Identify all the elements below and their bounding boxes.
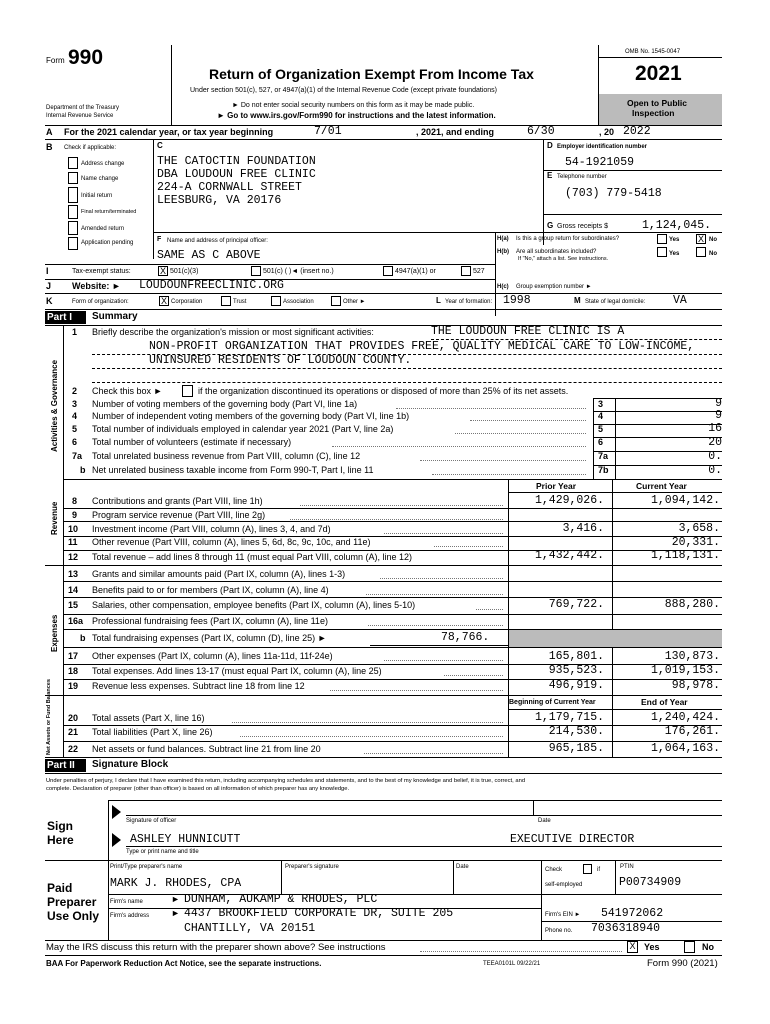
if-caption: if <box>597 867 600 873</box>
line-7b-text: Net unrelated business taxable income from Form 990-T, Part I, line 11 <box>92 465 374 475</box>
line-a-comma: , 20 <box>599 127 615 137</box>
box-d-label: D <box>547 141 553 150</box>
firm-address-caption: Firm's address <box>110 913 150 919</box>
part-1-title: Summary <box>92 311 138 322</box>
ssn-note: ► Do not enter social security numbers on this form as it may be made public. <box>232 102 475 109</box>
line-3-value[interactable]: 9 <box>715 397 722 410</box>
preparer-name[interactable]: MARK J. RHODES, CPA <box>110 877 242 890</box>
line-2-text2: if the organization discontinued its operations or disposed of more than 25% of its net assets. <box>198 386 569 396</box>
perjury-2: complete. Declaration of preparer (other than officer) is based on all information of which preparer has any knowledge. <box>46 786 350 792</box>
line-10-num: 10 <box>68 524 79 534</box>
line-17-num: 17 <box>68 651 79 661</box>
formation-year[interactable]: 1998 <box>503 294 531 307</box>
line-10-prior[interactable]: 3,416. <box>562 522 604 535</box>
footer-baa: BAA For Paperwork Reduction Act Notice, see the separate instructions. <box>46 959 322 968</box>
line-2-text1: Check this box ► <box>92 386 163 396</box>
line-7b-num: b <box>80 465 86 475</box>
other-label: Other ► <box>343 299 366 305</box>
domicile-value[interactable]: VA <box>673 294 687 307</box>
name-change-checkbox[interactable] <box>68 172 78 184</box>
gross-receipts-title: Gross receipts $ <box>557 223 608 230</box>
line-19-current[interactable]: 98,978. <box>671 679 720 692</box>
boy-header: Beginning of Current Year <box>509 699 596 706</box>
officer-name[interactable]: ASHLEY HUNNICUTT <box>130 833 241 846</box>
line-12-text: Total revenue – add lines 8 through 11 (must equal Part VIII, column (A), line 12) <box>92 552 413 562</box>
discuss-text: May the IRS discuss this return with the preparer shown above? See instructions <box>46 942 386 953</box>
firm-name-caption: Firm's name <box>110 899 143 905</box>
part-2-title: Signature Block <box>92 759 169 770</box>
activities-side-label: Activities & Governance <box>50 359 59 452</box>
tax-year-end-year[interactable]: 2022 <box>623 125 651 138</box>
line-7a-box: 7a <box>598 451 609 461</box>
application-pending-checkbox[interactable] <box>68 237 78 250</box>
hb-label: H(b) <box>497 249 509 255</box>
hb-note: If "No," attach a list. See instructions. <box>518 256 609 262</box>
line-11-text: Other revenue (Part VIII, column (A), lines 5, 6d, 8c, 9c, 10c, and 11e) <box>92 537 371 547</box>
line-16b-text: Total fundraising expenses (Part IX, column (D), line 25) ► <box>92 633 327 643</box>
line-20-num: 20 <box>68 713 79 723</box>
firm-name-arrow-icon: ► <box>171 894 180 904</box>
line-7a-value[interactable]: 0. <box>708 450 722 463</box>
officer-signature-caption: Signature of officer <box>126 818 177 824</box>
revenue-side-label: Revenue <box>50 501 59 535</box>
preparer-sig-caption: Preparer's signature <box>285 864 339 870</box>
self-employed-caption: self-employed <box>545 882 583 888</box>
501c-checkbox[interactable] <box>251 266 261 276</box>
line-14-num: 14 <box>68 585 79 595</box>
line-j-label: J <box>46 281 52 291</box>
corporation-checkbox[interactable]: X <box>160 296 167 306</box>
trust-label: Trust <box>233 299 247 305</box>
eoy-header: End of Year <box>641 697 688 707</box>
box-b-title: Check if applicable: <box>64 145 117 151</box>
tax-exempt-title: Tax-exempt status: <box>72 268 131 275</box>
line-22-text: Net assets or fund balances. Subtract line 21 from line 20 <box>92 744 321 754</box>
hb-yes: Yes <box>669 251 680 257</box>
discuss-yes-checkbox[interactable]: X <box>627 941 638 953</box>
net-assets-side-label: Net Assets or Fund Balances <box>46 679 52 755</box>
box-b-label: B <box>46 142 53 152</box>
line-9-num: 9 <box>72 510 78 520</box>
hb-text: Are all subordinates included? <box>516 249 597 255</box>
box-f-label: F <box>157 236 162 243</box>
ein-value[interactable]: 54-1921059 <box>565 156 635 169</box>
website-title: Website: ► <box>72 281 121 291</box>
phone-title: Telephone number <box>557 174 607 180</box>
b-item-3: Initial return <box>81 193 113 199</box>
discuss-no-checkbox[interactable] <box>684 941 695 953</box>
line-l-label: L <box>436 296 441 305</box>
amended-return-checkbox[interactable] <box>68 221 78 235</box>
line-14-text: Benefits paid to or for members (Part IX, column (A), line 4) <box>92 585 329 595</box>
firm-address-arrow-icon: ► <box>171 908 180 918</box>
line-3-box: 3 <box>598 399 604 409</box>
firm-address-2[interactable]: CHANTILLY, VA 20151 <box>184 922 316 935</box>
open-public-1: Open to Public <box>627 98 687 108</box>
line-7a-text: Total unrelated business revenue from Part VIII, column (C), line 12 <box>92 451 361 461</box>
line-k-label: K <box>46 296 53 306</box>
line-17-text: Other expenses (Part IX, column (A), lines 11a-11d, 11f-24e) <box>92 651 333 661</box>
line-16b-value[interactable]: 78,766. <box>441 631 490 644</box>
line-15-num: 15 <box>68 600 79 610</box>
ha-no: No <box>709 237 717 243</box>
ptin-value[interactable]: P00734909 <box>619 876 682 889</box>
line-18-current[interactable]: 1,019,153. <box>650 664 720 677</box>
line-18-num: 18 <box>68 666 79 676</box>
website-value[interactable]: LOUDOUNFREECLINIC.ORG <box>139 279 284 292</box>
prior-year-header: Prior Year <box>536 481 577 491</box>
ha-yes-checkbox[interactable] <box>657 234 667 244</box>
line-20-boy[interactable]: 1,179,715. <box>534 711 604 724</box>
ha-yes: Yes <box>669 237 680 243</box>
ptin-caption: PTIN <box>620 864 634 870</box>
b-item-6: Application pending <box>81 240 134 246</box>
self-employed-checkbox[interactable] <box>583 864 592 874</box>
form-word: Form <box>46 56 65 65</box>
line-22-boy[interactable]: 965,185. <box>548 742 604 755</box>
line-20-eoy[interactable]: 1,240,424. <box>650 711 720 724</box>
line-19-num: 19 <box>68 681 79 691</box>
omb-number: OMB No. 1545-0047 <box>625 49 681 55</box>
hb-no-checkbox[interactable] <box>696 247 706 257</box>
sign-date-caption: Date <box>538 818 551 824</box>
line-8-prior[interactable]: 1,429,026. <box>534 494 604 507</box>
ein-title: Employer identification number <box>557 144 648 150</box>
phone-caption: Phone no. <box>545 928 573 934</box>
final-return-checkbox[interactable] <box>68 205 78 219</box>
expenses-side-label: Expenses <box>50 614 59 652</box>
dept-line1: Department of the Treasury <box>46 105 120 111</box>
sign-arrow-icon <box>112 805 122 819</box>
preparer-date-caption: Date <box>456 864 469 870</box>
line-20-text: Total assets (Part X, line 16) <box>92 713 205 723</box>
line-13-num: 13 <box>68 569 79 579</box>
line-1-num: 1 <box>72 327 78 337</box>
trust-checkbox[interactable] <box>221 296 231 306</box>
b-item-2: Name change <box>81 176 119 182</box>
b-item-4: Final return/terminated <box>81 209 137 215</box>
discuss-no: No <box>702 942 714 952</box>
line-8-text: Contributions and grants (Part VIII, line 1h) <box>92 496 263 506</box>
line-16a-text: Professional fundraising fees (Part IX, column (A), line 11e) <box>92 616 328 626</box>
501c3-checkbox[interactable]: X <box>159 266 166 276</box>
part-1-tag: Part I <box>45 311 86 324</box>
line-6-text: Total number of volunteers (estimate if necessary) <box>92 437 292 447</box>
line-16b-shaded <box>509 630 722 647</box>
line-11-num: 11 <box>68 537 78 547</box>
line-22-eoy[interactable]: 1,064,163. <box>650 742 720 755</box>
line-4-text: Number of independent voting members of the governing body (Part VI, line 1b) <box>92 411 410 421</box>
paid-label-3: Use Only <box>47 909 100 923</box>
ha-label: H(a) <box>497 236 509 242</box>
officer-title: Name and address of principal officer: <box>167 238 268 244</box>
line-6-box: 6 <box>598 437 604 447</box>
footer-code: TEEA0101L 09/22/21 <box>483 961 541 967</box>
line-a-mid: , 2021, and ending <box>416 127 495 137</box>
line-12-prior[interactable]: 1,432,442. <box>534 549 604 562</box>
b-item-5: Amended return <box>81 226 125 232</box>
name-arrow-icon <box>112 833 122 847</box>
line-4-value[interactable]: 9 <box>715 409 722 422</box>
org-name-2[interactable]: DBA LOUDOUN FREE CLINIC <box>157 168 316 181</box>
preparer-name-caption: Print/Type preparer's name <box>110 864 183 870</box>
mission-line-1[interactable]: THE LOUDOUN FREE CLINIC IS A <box>431 325 625 338</box>
hc-text: Group exemption number ► <box>516 284 592 290</box>
4947-label: 4947(a)(1) or <box>395 268 436 275</box>
form-title: Return of Organization Exempt From Income Tax <box>209 66 534 82</box>
dept-line2: Internal Revenue Service <box>46 113 114 119</box>
527-checkbox[interactable] <box>461 266 471 276</box>
tax-year-begin[interactable]: 7/01 <box>314 125 342 138</box>
form-number: 990 <box>68 46 104 69</box>
firm-address-1[interactable]: 4437 BROOKFIELD CORPORATE DR, SUITE 205 <box>184 907 454 920</box>
line-21-text: Total liabilities (Part X, line 26) <box>92 727 213 737</box>
line-19-text: Revenue less expenses. Subtract line 18 from line 12 <box>92 681 305 691</box>
perjury-1: Under penalties of perjury, I declare that I have examined this return, including accompanying schedules and statements, and to the best of my knowledge and belief, it is true, correct, and <box>46 778 526 784</box>
line-5-num: 5 <box>72 424 78 434</box>
preparer-phone[interactable]: 7036318940 <box>591 922 661 935</box>
tax-year-end[interactable]: 6/30 <box>527 125 555 138</box>
discontinued-checkbox[interactable] <box>182 385 193 397</box>
corporation-label: Corporation <box>171 299 203 305</box>
line-i-label: I <box>46 266 49 276</box>
line-m-label: M <box>574 296 581 305</box>
paid-label-1: Paid <box>47 881 73 895</box>
mission-line-3[interactable]: UNINSURED RESIDENTS OF LOUDOUN COUNTY. <box>149 354 412 367</box>
line-18-text: Total expenses. Add lines 13-17 (must equal Part IX, column (A), line 25) <box>92 666 382 676</box>
line-5-box: 5 <box>598 424 604 434</box>
line-a-label: A <box>46 127 53 137</box>
4947-checkbox[interactable] <box>383 266 393 276</box>
line-7a-num: 7a <box>72 451 83 461</box>
org-name-1[interactable]: THE CATOCTIN FOUNDATION <box>157 155 316 168</box>
line-a-text: For the 2021 calendar year, or tax year beginning <box>64 127 274 137</box>
line-16b-num: b <box>80 633 86 643</box>
firm-name[interactable]: DUNHAM, AUKAMP & RHODES, PLC <box>184 893 378 906</box>
line-18-prior[interactable]: 935,523. <box>548 664 604 677</box>
gross-receipts-value[interactable]: 1,124,045. <box>642 219 712 232</box>
box-g-label: G <box>547 221 554 230</box>
firm-ein[interactable]: 541972062 <box>601 907 664 920</box>
current-year-header: Current Year <box>636 481 687 491</box>
ha-text: Is this a group return for subordinates? <box>516 236 620 242</box>
address-change-checkbox[interactable] <box>68 157 78 169</box>
line-8-current[interactable]: 1,094,142. <box>650 494 720 507</box>
officer-title-value[interactable]: EXECUTIVE DIRECTOR <box>510 833 635 846</box>
line-10-current[interactable]: 3,658. <box>678 522 720 535</box>
officer-value[interactable]: SAME AS C ABOVE <box>157 249 261 262</box>
line-21-num: 21 <box>68 727 79 737</box>
501c-label: 501(c) ( )◄ (insert no.) <box>263 268 334 275</box>
line-6-value[interactable]: 20 <box>708 436 722 449</box>
line-5-text: Total number of individuals employed in calendar year 2021 (Part V, line 2a) <box>92 424 394 434</box>
line-3-num: 3 <box>72 399 78 409</box>
line-4-num: 4 <box>72 411 78 421</box>
preparer-signature-field[interactable] <box>283 872 451 892</box>
line-15-text: Salaries, other compensation, employee benefits (Part IX, column (A), lines 5-10) <box>92 600 416 610</box>
line-22-num: 22 <box>68 744 79 754</box>
hb-yes-checkbox[interactable] <box>657 247 667 257</box>
line-7b-value[interactable]: 0. <box>708 464 722 477</box>
name-title-caption: Type or print name and title <box>126 849 199 855</box>
line-10-text: Investment income (Part VIII, column (A), lines 3, 4, and 7d) <box>92 524 331 534</box>
line-17-current[interactable]: 130,873. <box>664 650 720 663</box>
box-c-label: C <box>157 141 163 150</box>
line-15-current[interactable]: 888,280. <box>664 598 720 611</box>
line-4-box: 4 <box>598 411 604 421</box>
domicile-title: State of legal domicile: <box>585 299 646 305</box>
instructions-note: ► Go to www.irs.gov/Form990 for instructions and the latest information. <box>217 111 496 120</box>
line-6-num: 6 <box>72 437 78 447</box>
line-15-prior[interactable]: 769,722. <box>548 598 604 611</box>
line-9-text: Program service revenue (Part VIII, line 2g) <box>92 510 266 520</box>
hc-label: H(c) <box>497 284 509 290</box>
initial-return-checkbox[interactable] <box>68 187 78 203</box>
part-2-tag: Part II <box>45 759 86 772</box>
line-5-value[interactable]: 16 <box>708 422 722 435</box>
line-19-prior[interactable]: 496,919. <box>548 679 604 692</box>
org-city[interactable]: LEESBURG, VA 20176 <box>157 194 282 207</box>
mission-line-2[interactable]: NON-PROFIT ORGANIZATION THAT PROVIDES FREE, QUALITY MEDICAL CARE TO LOW-INCOME, <box>149 340 695 353</box>
line-21-eoy[interactable]: 176,261. <box>664 725 720 738</box>
tax-year: 2021 <box>635 62 682 85</box>
527-label: 527 <box>473 268 485 275</box>
check-caption: Check <box>545 867 563 873</box>
line-3-text: Number of voting members of the governing body (Part VI, line 1a) <box>92 399 358 409</box>
line-1-text: Briefly describe the organization's mission or most significant activities: <box>92 327 374 337</box>
line-12-current[interactable]: 1,118,131. <box>650 549 720 562</box>
form-subtitle: Under section 501(c), 527, or 4947(a)(1) of the Internal Revenue Code (except private foundations) <box>190 87 498 94</box>
line-8-num: 8 <box>72 496 78 506</box>
association-label: Association <box>283 299 314 305</box>
line-16a-num: 16a <box>68 616 84 626</box>
501c3-label: 501(c)(3) <box>170 268 199 275</box>
discuss-yes: Yes <box>644 942 660 952</box>
sign-label-2: Here <box>47 833 74 847</box>
phone-value[interactable]: (703) 779-5418 <box>565 187 662 200</box>
line-13-text: Grants and similar amounts paid (Part IX, column (A), lines 1-3) <box>92 569 346 579</box>
association-checkbox[interactable] <box>271 296 281 306</box>
line-12-num: 12 <box>68 552 79 562</box>
formation-title: Year of formation: <box>445 299 493 305</box>
firm-ein-caption: Firm's EIN ► <box>545 912 581 918</box>
line-2-num: 2 <box>72 386 78 396</box>
box-e-label: E <box>547 171 553 180</box>
line-11-current[interactable]: 20,331. <box>671 536 720 549</box>
open-public-2: Inspection <box>632 108 675 118</box>
line-7b-box: 7b <box>598 465 609 475</box>
b-item-1: Address change <box>81 161 125 167</box>
org-form-title: Form of organization: <box>72 299 129 305</box>
ha-no-checkbox[interactable]: X <box>697 234 704 244</box>
paid-label-2: Preparer <box>47 895 97 909</box>
footer-form: Form 990 (2021) <box>647 958 718 969</box>
other-checkbox[interactable] <box>331 296 341 306</box>
line-21-boy[interactable]: 214,530. <box>548 725 604 738</box>
org-street[interactable]: 224-A CORNWALL STREET <box>157 181 302 194</box>
sign-label-1: Sign <box>47 819 73 833</box>
hb-no: No <box>709 251 717 257</box>
officer-signature-field[interactable] <box>126 801 531 814</box>
line-17-prior[interactable]: 165,801. <box>548 650 604 663</box>
